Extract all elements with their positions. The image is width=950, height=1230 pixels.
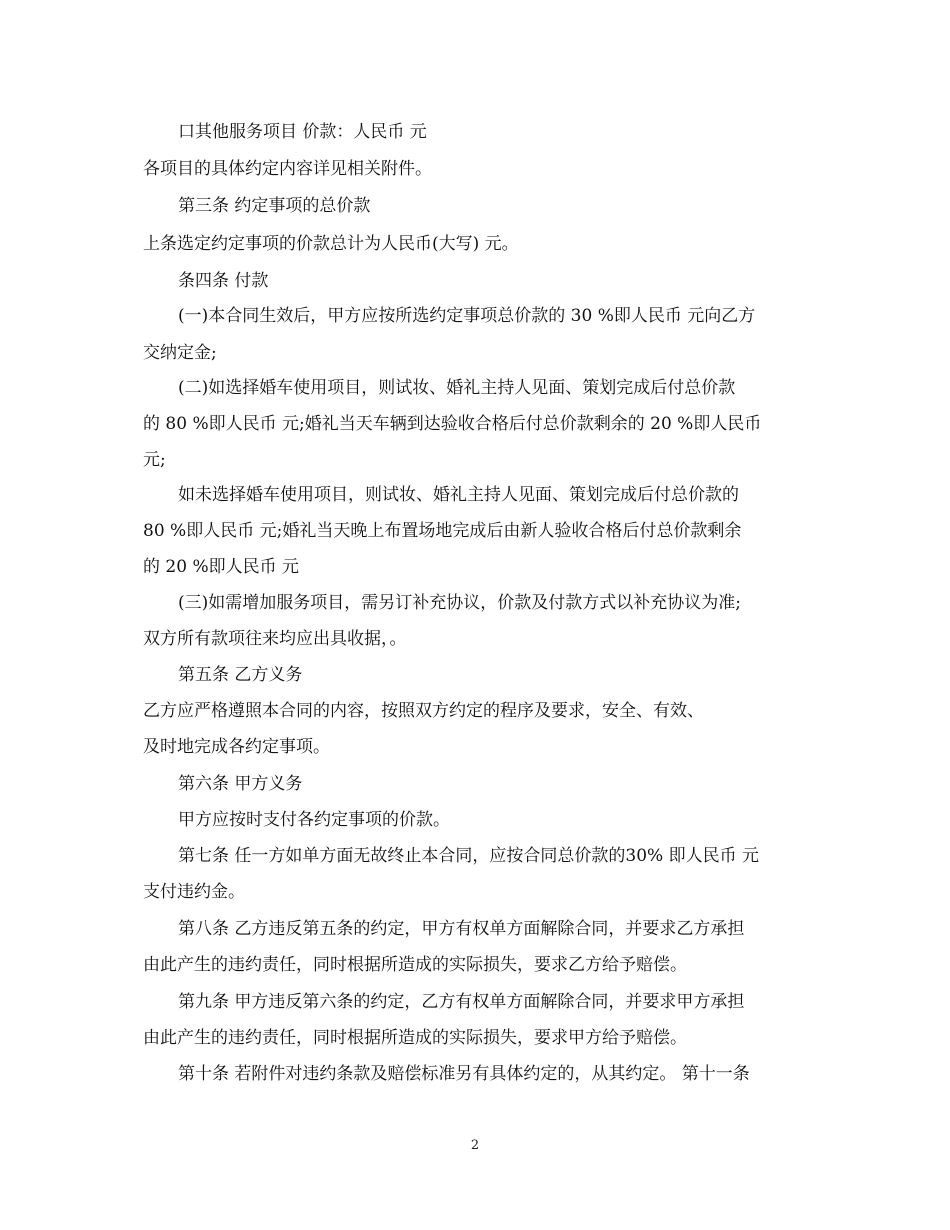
text-line: 由此产生的违约责任，同时根据所造成的实际损失，要求乙方给予赔偿。: [143, 955, 687, 975]
text-line: 元;: [143, 450, 166, 470]
text-line: 80 %即人民币 元;婚礼当天晚上布置场地完成后由新人验收合格后付总价款剩余: [143, 521, 742, 541]
text-line: 的 80 %即人民币 元;婚礼当天车辆到达验收合格后付总价款剩余的 20 %即人民币: [143, 414, 762, 434]
text-line: 支付违约金。: [143, 882, 245, 902]
text-line: 第三条 约定事项的总价款: [178, 196, 371, 216]
text-line: 第六条 甲方义务: [178, 774, 303, 794]
text-line: 由此产生的违约责任，同时根据所造成的实际损失，要求甲方给予赔偿。: [143, 1028, 687, 1048]
text-line: (三)如需增加服务项目，需另订补充协议，价款及付款方式以补充协议为准;: [178, 593, 741, 613]
text-line: 第八条 乙方违反第五条的约定，甲方有权单方面解除合同，并要求乙方承担: [178, 919, 745, 939]
text-line: 第十条 若附件对违约条款及赔偿标准另有具体约定的，从其约定。 第十一条: [178, 1064, 750, 1084]
text-line: 各项目的具体约定内容详见相关附件。: [143, 159, 432, 179]
text-line: 上条选定约定事项的价款总计为人民币(大写) 元。: [143, 234, 519, 254]
text-line: 第九条 甲方违反第六条的约定，乙方有权单方面解除合同，并要求甲方承担: [178, 992, 745, 1012]
text-line: 甲方应按时支付各约定事项的价款。: [178, 810, 450, 830]
text-line: 交纳定金;: [143, 343, 217, 363]
text-line: 条四条 付款: [178, 271, 269, 291]
text-line: (一)本合同生效后，甲方应按所选约定事项总价款的 30 %即人民币 元向乙方: [178, 306, 756, 326]
text-line: 第五条 乙方义务: [178, 665, 303, 685]
text-line: 乙方应严格遵照本合同的内容，按照双方约定的程序及要求，安全、有效、: [143, 701, 704, 721]
text-line: (二)如选择婚车使用项目，则试妆、婚礼主持人见面、策划完成后付总价款: [178, 378, 736, 398]
text-line: 双方所有款项往来均应出具收据，。: [143, 629, 407, 649]
text-line: 及时地完成各约定事项。: [143, 737, 330, 757]
text-line: 如未选择婚车使用项目，则试妆、婚礼主持人见面、策划完成后付总价款的: [178, 485, 739, 505]
page-number: 2: [470, 1138, 480, 1153]
text-line: 第七条 任一方如单方面无故终止本合同，应按合同总价款的30% 即人民币 元: [178, 846, 759, 866]
text-line: 的 20 %即人民币 元: [143, 557, 299, 577]
text-line: 口其他服务项目 价款：人民币 元: [178, 122, 427, 142]
